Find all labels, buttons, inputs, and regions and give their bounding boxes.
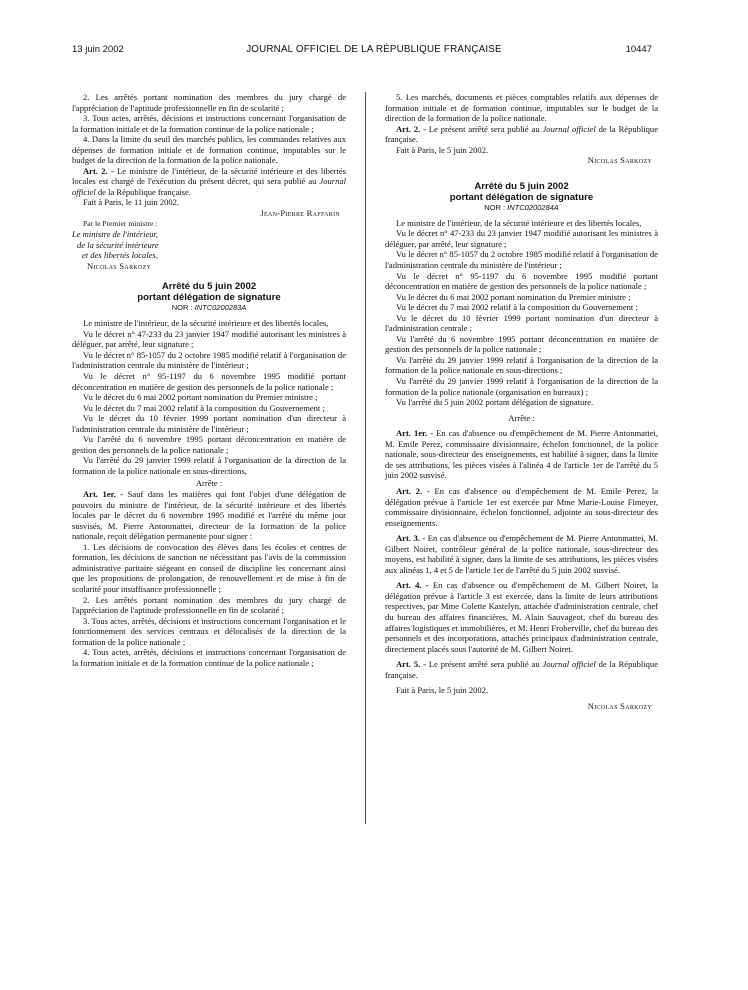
signature-sarkozy: Nicolas Sarkozy	[587, 700, 652, 711]
visa: Vu le décret du 7 mai 2002 relatif à la composition du Gouvernement ;	[396, 302, 638, 313]
article-label: Art. 2. -	[396, 123, 426, 134]
visa: Vu le décret n° 85-1057 du 2 octobre 1985 modifié relatif à l'organisation de l'administration centrale du ministère de l'intérieur ;	[385, 249, 658, 271]
article-text-end: de la République française.	[385, 123, 659, 145]
page-number: 10447	[625, 44, 652, 55]
arrete-article-5	[385, 659, 658, 680]
visa: Vu l'arrêté du 5 juin 2002 portant délégation de signature.	[396, 397, 594, 408]
header-date: 13 juin 2002	[72, 44, 124, 55]
article-label: Art. 2. -	[83, 165, 114, 176]
visa: Vu le décret du 10 février 1999 portant nomination d'un directeur à l'administration centrale du ministère de l'intérieur ;	[72, 413, 346, 434]
nor-code: INTC0200284A	[507, 202, 559, 212]
visa: Le ministre de l'intérieur, de la sécurité intérieure et des libertés locales,	[83, 318, 329, 329]
right-column	[385, 92, 658, 711]
decree-article-2	[72, 166, 346, 198]
journal-title: JOURNAL OFFICIEL DE LA RÉPUBLIQUE FRANÇAISE	[246, 44, 502, 55]
minister-block	[72, 229, 346, 261]
list-item: 4. Tous actes, arrêtés, décisions et instructions concernant l'organisation de la formation initiale et de la formation continue de la police nationale ;	[72, 647, 346, 668]
visa: Vu le décret n° 85-1057 du 2 octobre 1985 modifié relatif à l'organisation de l'administration centrale du ministère de l'intérieur ;	[72, 349, 346, 371]
left-column	[72, 92, 346, 668]
visa: Vu l'arrêté du 6 novembre 1995 portant déconcentration en matière de gestion des personnels de la police nationale ;	[385, 333, 658, 355]
signature-sarkozy: Nicolas Sarkozy	[87, 260, 152, 271]
signature-raffarin: Jean-Pierre Raffarin	[260, 208, 340, 219]
article-label: Art. 2. -	[396, 485, 430, 496]
nor-reference: NOR : INTC0200284A	[484, 202, 559, 212]
visa: Vu le décret n° 95-1197 du 6 novembre 1995 modifié portant déconcentration en matière de gestion des personnels de la police nationale ;	[385, 270, 658, 292]
intro-item: 4. Dans la limite du seuil des marchés publics, les commandes relatives aux dépenses de formation initiale et de formation continue, imputables sur le budget de la direction de la formation de la police nationale.	[72, 134, 346, 166]
arrete-article	[385, 428, 658, 481]
list-item: 2. Les arrêtés portant nomination des membres du jury chargé de l'appréciation de l'aptitude professionnelle en fin de scolarité ;	[72, 594, 346, 616]
visa: Le ministre de l'intérieur, de la sécurité intérieure et des libertés locales,	[396, 217, 642, 228]
arrete-word: Arrête :	[195, 477, 223, 488]
visa: Vu l'arrêté du 29 janvier 1999 relatif à l'organisation de la direction de la formation de la police nationale (organisation en bureaux) ;	[385, 376, 658, 397]
article-text: En cas d'absence ou d'empêchement de M. Gilbert Noiret, la délégation prévue à l'article 3 est exercée, dans la limite de leurs attributions respectives, par Mme Colette Kastelyn, attachée d'administration centrale, chef du bureau des affaires financières, M. Alain Sauvageot, chef du bureau des affaires logistiques et immobilières, et M. Henri Froberville, chef du bureau des personnels et des incorporations, attachés principaux d'administration centrale, directement placés sous l'autorité de M. Gilbert Noiret.	[385, 580, 659, 654]
minister-line: et des libertés locales,	[82, 250, 158, 261]
article-text: Le ministre de l'intérieur, de la sécurité intérieure et des libertés locales est chargé de l'exécution du présent décret, qui sera publié au	[72, 165, 347, 187]
minister-line: Le ministre de l'intérieur,	[72, 229, 159, 240]
list-item: 3. Tous actes, arrêtés, décisions et instructions concernant l'organisation et le fonctionnement des services centraux et délocalisés de la direction de la formation de la police nationale ;	[72, 615, 346, 647]
nor-code: INTC0200283A	[194, 303, 247, 313]
arrete-subtitle: portant délégation de signature	[137, 292, 281, 304]
article-label: Art. 1er. -	[83, 489, 124, 500]
visa: Vu le décret du 6 mai 2002 portant nomination du Premier ministre ;	[396, 291, 631, 302]
article-label: Art. 1er. -	[396, 428, 434, 439]
arrete-article-1	[72, 489, 346, 542]
nor-reference: NOR : INTC0200283A	[171, 303, 247, 313]
journal-officiel-ref: Journal officiel	[542, 659, 596, 670]
journal-officiel-ref: Journal officiel	[542, 123, 596, 134]
list-item: 1. Les décisions de convocation des élèves dans les écoles et centres de formation, les décisions de sanction ne nécessitant pas l'avis de la commission administrative paritaire siégeant en conseil de discipline les concernant ainsi que les propositions de prolongation, de renouvellement et de mise à fin de scolarité pour insuffisance professionnelle ;	[72, 541, 346, 594]
fait-a-paris: Fait à Paris, le 11 juin 2002.	[83, 197, 180, 208]
article-label: Art. 4. -	[396, 580, 429, 591]
column-divider	[365, 92, 366, 824]
arrete-word: Arrête :	[508, 412, 535, 423]
arrete-article-2	[385, 124, 658, 145]
list-item: 5. Les marchés, documents et pièces comptables relatifs aux dépenses de formation initiale et de formation continue, imputables sur le budget de la direction de la formation de la police nationale.	[385, 92, 658, 124]
visa: Vu le décret n° 95-1197 du 6 novembre 1995 modifié portant déconcentration en matière de gestion des personnels de la police nationale ;	[72, 371, 346, 392]
article-text: En cas d'absence ou d'empêchement de M. Pierre Antonmattei, M. Gilbert Noiret, contrôleur général de la police nationale, sous-directeur des moyens, est habilité à signer, dans la limite de ses attributions, les pièces visées aux alinéas 1, 4 et 5 de l'article 1er de l'arrêté du 5 juin 2002 susvisé.	[385, 533, 658, 575]
visa: Vu le décret du 7 mai 2002 relatif à la composition du Gouvernement ;	[83, 402, 325, 413]
article-label: Art. 3. -	[396, 533, 426, 544]
arrete-article	[385, 580, 658, 654]
arrete-article	[385, 533, 658, 575]
article-text: Sauf dans les matières qui font l'objet d'une délégation de pouvoirs du ministre de l'intérieur, de la sécurité intérieure et des libertés locales par le décret du 6 novembre 1995 modifié et l'arrêté du même jour susvisés, M. Pierre Antonmattei, directeur de la formation de la police nationale, reçoit délégation permanente pour signer :	[72, 489, 346, 542]
fait-a-paris: Fait à Paris, le 5 juin 2002.	[396, 685, 489, 696]
visa: Vu le décret du 10 février 1999 portant nomination d'un directeur à l'administration centrale ;	[385, 312, 658, 334]
arrete-article	[385, 486, 658, 528]
visa: Vu l'arrêté du 29 janvier 1999 relatif à l'organisation de la direction de la formation de la police nationale en sous-directions ;	[385, 354, 658, 376]
arrete-title: Arrêté du 5 juin 2002	[474, 180, 569, 192]
article-text-end: de la République française.	[385, 659, 659, 680]
visa: Vu le décret n° 47-233 du 23 janvier 1947 modifié autorisant les ministres à déléguer, par arrêté, leur signature ;	[72, 328, 346, 350]
journal-officiel-ref: Journal officiel	[72, 176, 346, 197]
visa: Vu l'arrêté du 6 novembre 1995 portant déconcentration en matière de gestion des personnels de la police nationale ;	[72, 434, 346, 455]
visa: Vu le décret n° 47-233 du 23 janvier 1947 modifié autorisant les ministres à déléguer, par arrêté, leur signature ;	[385, 228, 658, 249]
arrete-subtitle: portant délégation de signature	[449, 191, 594, 203]
article-label: Art. 5. -	[396, 659, 426, 670]
arrete-title: Arrêté du 5 juin 2002	[161, 281, 257, 293]
visa: Vu le décret du 6 mai 2002 portant nomination du Premier ministre ;	[83, 392, 318, 403]
intro-item: 2. Les arrêtés portant nomination des membres du jury chargé de l'appréciation de l'aptitude professionnelle en fin de scolarité ;	[72, 92, 346, 113]
fait-a-paris: Fait à Paris, le 5 juin 2002.	[396, 144, 489, 155]
intro-item: 3. Tous actes, arrêtés, décisions et instructions concernant l'organisation de la formation initiale et de la formation continue de la police nationale ;	[72, 113, 346, 134]
article-text: En cas d'absence ou d'empêchement de M. Pierre Antonmattei, M. Emile Perez, commissaire divisionnaire, échelon fonctionnel, de la police nationale, sous-directeur des enseignements, est habilité à signer, dans la limite de ses attributions, les pièces visées à l'alinéa 4 de l'article 1er de l'arrêté du 5 juin 2002 susvisé.	[385, 428, 658, 481]
article-text: Le présent arrêté sera publié au	[425, 123, 543, 134]
par-le-premier-ministre: Par le Premier ministre :	[83, 218, 158, 228]
article-text-end: de la République française.	[95, 186, 191, 197]
minister-line: de la sécurité intérieure	[77, 239, 159, 250]
article-text: Le présent arrêté sera publié au	[425, 659, 543, 670]
signature-sarkozy: Nicolas Sarkozy	[587, 155, 652, 166]
article-text: En cas d'absence ou d'empêchement de M. Emile Perez, la délégation prévue à l'article 1er est exercée par Mme Marie-Louise Fimeyer, commissaire divisionnaire, échelon fonctionnel, adjointe au sous-directeur des enseignements.	[385, 485, 658, 528]
visa: Vu l'arrêté du 29 janvier 1999 relatif à l'organisation de la direction de la formation de la police nationale en sous-directions,	[72, 455, 346, 476]
